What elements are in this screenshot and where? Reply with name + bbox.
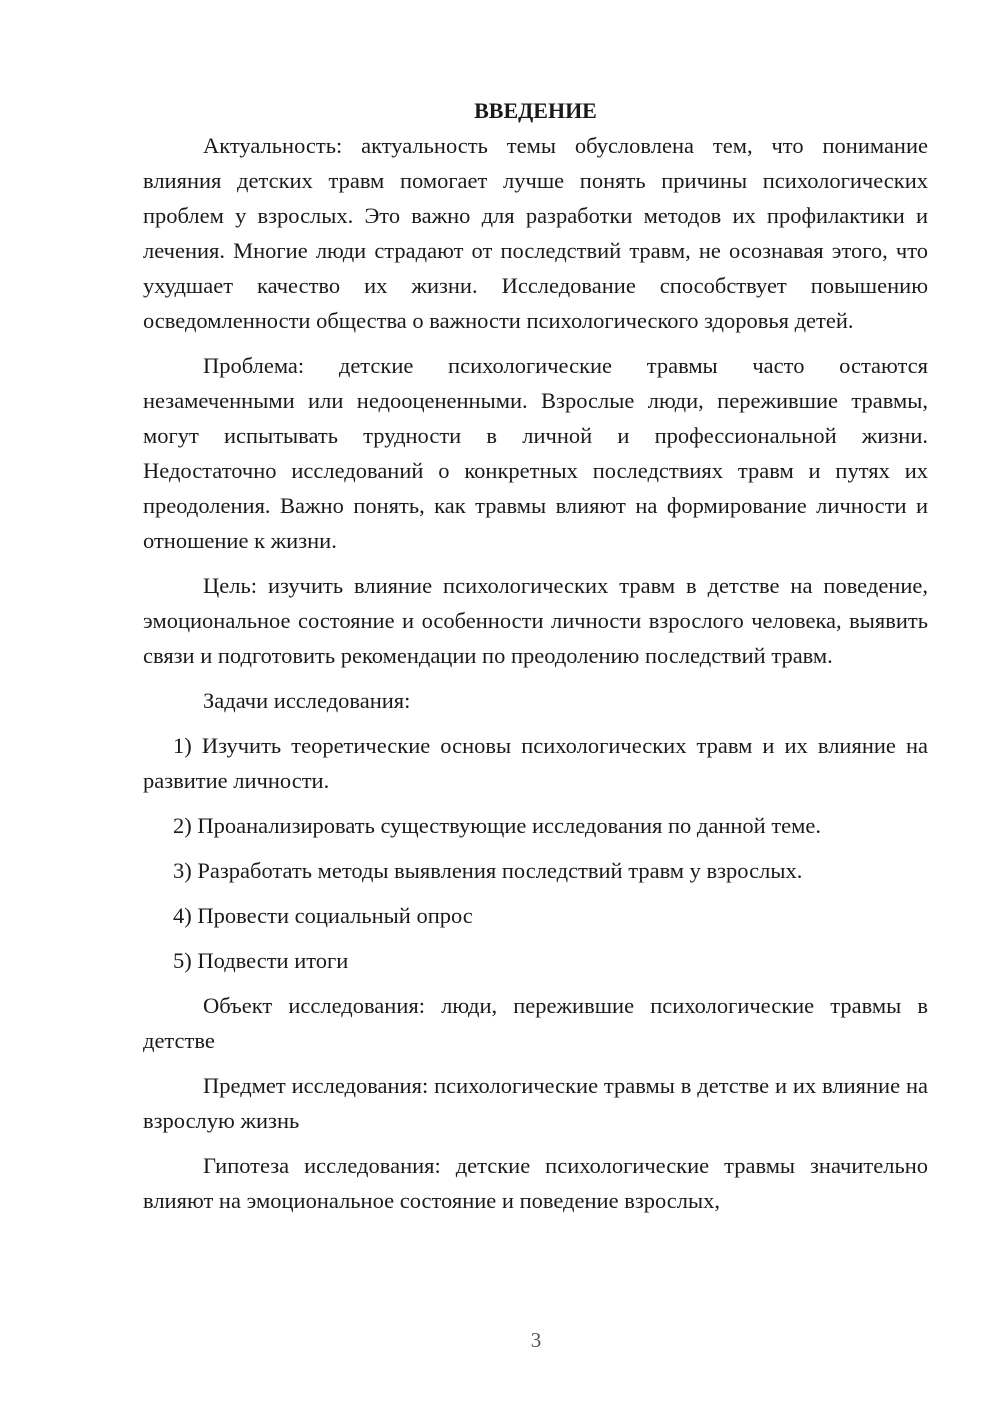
page-title: ВВЕДЕНИЕ	[474, 98, 597, 123]
subject-paragraph: Предмет исследования: психологические травмы в детстве и их влияние на взрослую жизнь	[143, 1073, 928, 1133]
page-content	[143, 93, 928, 1228]
tasks-heading: Задачи исследования:	[203, 688, 411, 713]
task-item: 1) Изучить теоретические основы психологических травм и их влияние на развитие личности.	[143, 733, 928, 793]
task-item: 4) Провести социальный опрос	[173, 903, 473, 928]
task-item: 2) Проанализировать существующие исследования по данной теме.	[173, 813, 822, 838]
problem-paragraph: Проблема: детские психологические травмы часто остаются незамеченными или недооцененными. Взрослые люди, пережившие травмы, могут испытывать трудности в личной и профессиональной жизни. Недостаточно исследований о конкретных последствиях травм и путях их преодоления. Важно понять, как травмы влияют на формирование личности и отношение к жизни.	[143, 353, 928, 553]
task-item: 3) Разработать методы выявления последствий травм у взрослых.	[173, 858, 803, 883]
hypothesis-paragraph: Гипотеза исследования: детские психологические травмы значительно влияют на эмоциональное состояние и поведение взрослых,	[143, 1153, 928, 1213]
page-number: 3	[530, 1328, 542, 1352]
goal-paragraph: Цель: изучить влияние психологических травм в детстве на поведение, эмоциональное состояние и особенности личности взрослого человека, выявить связи и подготовить рекомендации по преодолению последствий травм.	[143, 573, 928, 668]
relevance-paragraph: Актуальность: актуальность темы обусловлена тем, что понимание влияния детских травм помогает лучше понять причины психологических проблем у взрослых. Это важно для разработки методов их профилактики и лечения. Многие люди страдают от последствий травм, не осознавая этого, что ухудшает качество их жизни. Исследование способствует повышению осведомленности общества о важности психологического здоровья детей.	[143, 133, 928, 333]
task-item: 5) Подвести итоги	[173, 948, 349, 973]
object-paragraph: Объект исследования: люди, пережившие психологические травмы в детстве	[143, 993, 928, 1053]
